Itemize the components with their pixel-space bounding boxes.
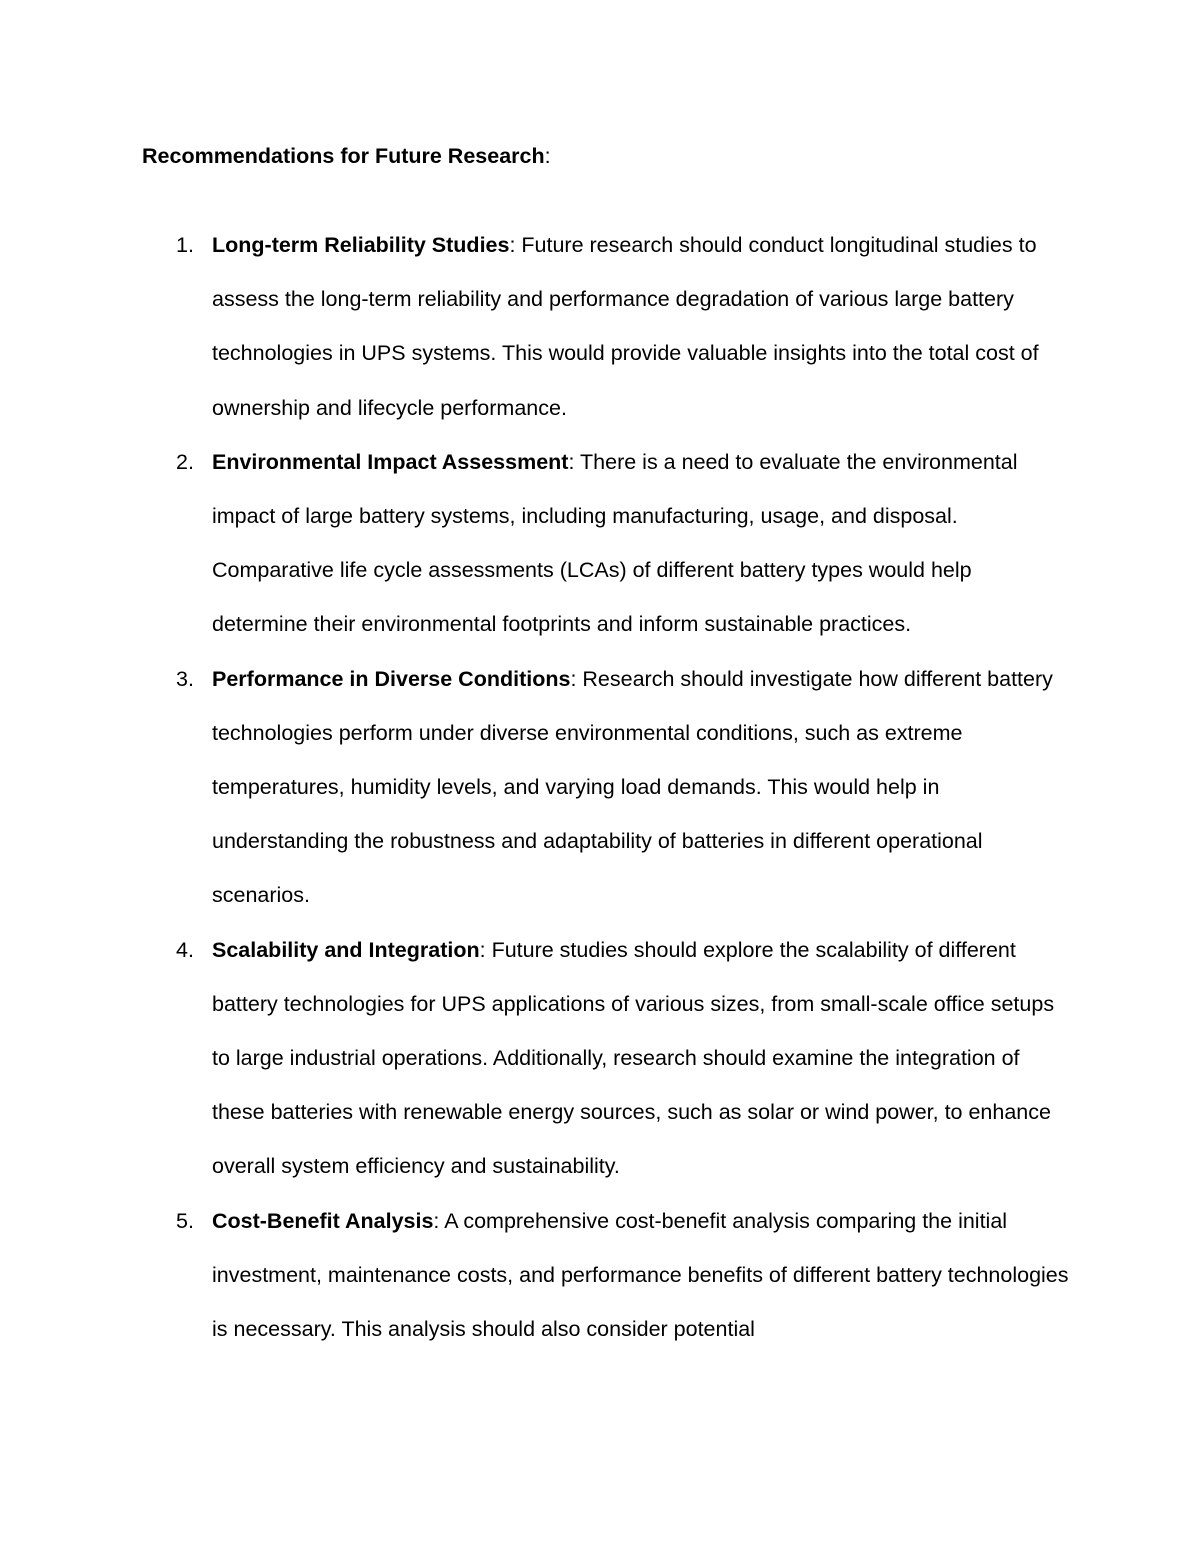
list-item-body: Research should investigate how different battery technologies perform under diverse environmental conditions, such as extreme temperatures, humidity levels, and varying load demands. This would help in understanding the robustness and adaptability of batteries in different operational scenarios. (212, 666, 1053, 908)
list-item-text (212, 218, 1072, 435)
section-heading-title: Recommendations for Future Research (142, 144, 545, 168)
list-item-body: A comprehensive cost-benefit analysis comparing the initial investment, maintenance costs, and performance benefits of different battery technologies is necessary. This analysis should also consider potential (212, 1208, 1069, 1342)
list-item-number: 1. (176, 233, 194, 257)
list-item-title: Performance in Diverse Conditions (212, 666, 571, 691)
list-item-number: 3. (176, 666, 194, 691)
list-item-title: Scalability and Integration (212, 937, 480, 962)
list-item (0, 652, 1200, 923)
list-item-title: Long-term Reliability Studies (212, 233, 510, 257)
list-item-text (212, 435, 1072, 652)
section-heading-colon: : (544, 144, 551, 168)
list-item-title: Environmental Impact Assessment (212, 449, 569, 474)
list-item-number: 2. (176, 449, 194, 474)
list-item-separator: : (570, 666, 577, 691)
list-item-text (212, 923, 1072, 1194)
list-item-number: 4. (176, 937, 194, 962)
list-item (0, 218, 1200, 435)
list-item-separator: : (509, 233, 516, 257)
list-item-text (212, 1194, 1072, 1357)
list-item-text (212, 652, 1072, 923)
list-item-separator: : (568, 449, 575, 474)
list-item-body: Future research should conduct longitudinal studies to assess the long-term reliability and performance degradation of various large battery technologies in UPS systems. This would provide valuable insights into the total cost of ownership and lifecycle performance. (212, 233, 1039, 420)
section-heading (142, 140, 551, 172)
list-item-body: Future studies should explore the scalability of different battery technologies for UPS applications of various sizes, from small-scale office setups to large industrial operations. Additionally, research should examine the integration of these batteries with renewable energy sources, such as solar or wind power, to enhance overall system efficiency and sustainability. (212, 937, 1055, 1179)
list-item (0, 923, 1200, 1194)
recommendations-list (0, 218, 1200, 1356)
list-item-title: Cost-Benefit Analysis (212, 1208, 434, 1233)
list-item-separator: : (479, 937, 486, 962)
list-item-separator: : (433, 1208, 440, 1233)
list-item-body: There is a need to evaluate the environmental impact of large battery systems, including manufacturing, usage, and disposal. Comparative life cycle assessments (LCAs) of different battery types would help determine their environmental footprints and inform sustainable practices. (212, 449, 1018, 637)
list-item (0, 435, 1200, 652)
list-item (0, 1194, 1200, 1357)
list-item-number: 5. (176, 1208, 194, 1233)
